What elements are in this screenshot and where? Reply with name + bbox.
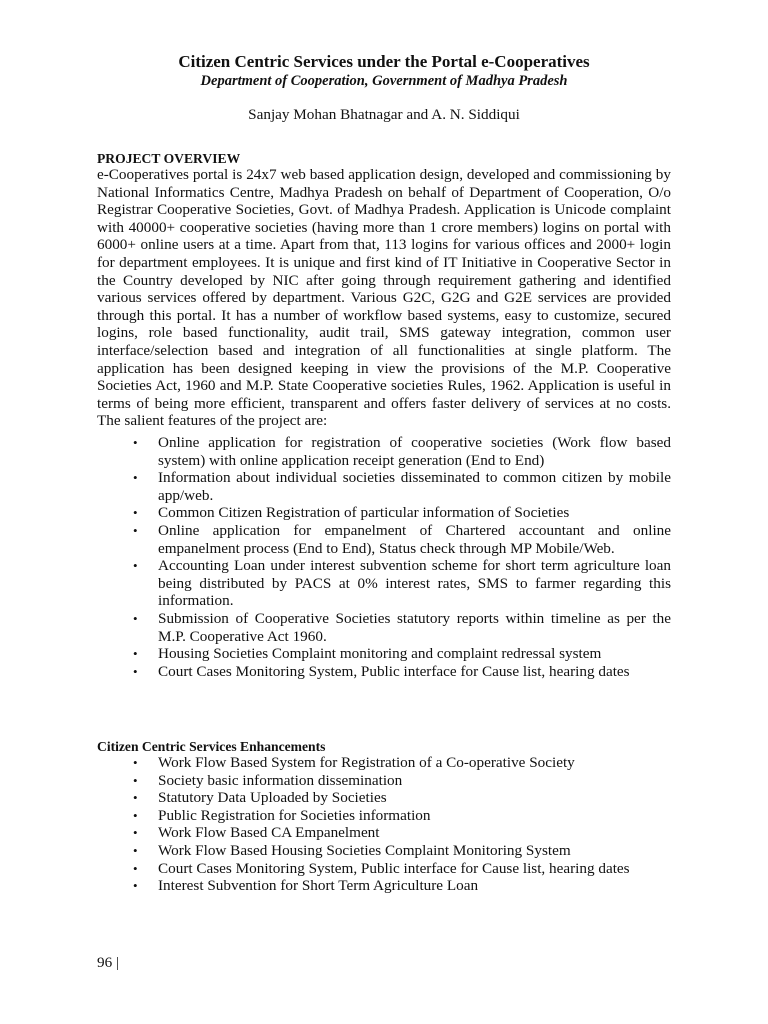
feature-text: Online application for empanelment of Chartered accountant and online empanelment process (End to End), Status check through MP Mobile/Web. <box>158 521 671 557</box>
bullet-icon: • <box>133 807 138 823</box>
document-subtitle: Department of Cooperation, Government of Madhya Pradesh <box>200 73 568 89</box>
bullet-icon: • <box>133 755 138 770</box>
feature-text: Accounting Loan under interest subvention scheme for short term agriculture loan being distributed by PACS at 0% interest rates, SMS to farmer regarding this information. <box>158 557 671 610</box>
enhancement-text: Work Flow Based Housing Societies Complaint Monitoring System <box>158 841 571 859</box>
bullet-icon: • <box>133 663 138 679</box>
bullet-icon: • <box>133 842 138 858</box>
feature-text: Online application for registration of cooperative societies (Work flow based system) with online application receipt generation (End to End) <box>158 434 671 469</box>
bullet-icon: • <box>133 610 138 626</box>
enhancement-text: Public Registration for Societies information <box>158 806 431 824</box>
feature-item <box>97 663 671 681</box>
authors-line: Sanjay Mohan Bhatnagar and A. N. Siddiqui <box>248 106 520 123</box>
feature-text: Information about individual societies disseminated to common citizen by mobile app/web. <box>158 469 671 504</box>
bullet-icon: • <box>133 522 138 538</box>
bullet-icon: • <box>133 646 138 662</box>
bullet-icon: • <box>133 435 138 450</box>
enhancement-item <box>97 772 671 790</box>
bullet-icon: • <box>133 470 138 486</box>
enhancements-heading: Citizen Centric Services Enhancements <box>97 739 326 754</box>
enhancement-item <box>97 877 671 895</box>
bullet-icon: • <box>133 825 138 841</box>
feature-text: Court Cases Monitoring System, Public interface for Cause list, hearing dates <box>158 662 630 680</box>
enhancement-text: Work Flow Based CA Empanelment <box>158 824 380 842</box>
enhancement-text: Work Flow Based System for Registration of a Co-operative Society <box>158 754 575 771</box>
enhancement-item <box>97 754 671 772</box>
features-list <box>97 434 671 680</box>
bullet-icon: • <box>133 558 138 574</box>
feature-item <box>97 610 671 645</box>
feature-item <box>97 557 671 610</box>
enhancement-text: Statutory Data Uploaded by Societies <box>158 789 387 807</box>
enhancement-item <box>97 789 671 807</box>
enhancement-text: Society basic information dissemination <box>158 771 403 789</box>
project-overview-heading: PROJECT OVERVIEW <box>97 151 241 166</box>
enhancement-item <box>97 824 671 842</box>
enhancement-text: Interest Subvention for Short Term Agriculture Loan <box>158 877 479 895</box>
enhancement-item <box>97 807 671 825</box>
bullet-icon: • <box>133 505 138 521</box>
feature-item <box>97 434 671 469</box>
feature-text: Common Citizen Registration of particular information of Societies <box>158 504 570 522</box>
document-title: Citizen Centric Services under the Portal e-Cooperatives <box>178 52 590 71</box>
project-overview-paragraph: e-Cooperatives portal is 24x7 web based application design, developed and commissioning by National Informatics Centre, Madhya Pradesh on behalf of Department of Cooperation, O/o Registrar Cooperative Societies, Govt. of Madhya Pradesh. Application is Unicode complaint with 40000+ cooperative societies (having more than 1 crore members) logins on portal with 6000+ online users at a time. Apart from that, 113 logins for various offices and 2000+ login for department employees. It is unique and first kind of IT Initiative in Cooperative Sector in the Country developed by NIC after going through requirement gathering and identified various services offered by department. Various G2C, G2G and G2E services are provided through this portal. It has a number of workflow based systems, easy to customize, secured logins, role based functionality, audit trail, SMS gateway integration, common user interface/selection based and integration of all functionalities at single platform. The application has been designed keeping in view the provisions of the M.P. Cooperative Societies Act, 1960 and M.P. State Cooperative societies Rules, 1962. Application is useful in terms of being more efficient, transparent and offers faster delivery of services at no costs. The salient features of the project are: <box>97 166 671 430</box>
feature-item <box>97 522 671 557</box>
bullet-icon: • <box>133 790 138 806</box>
enhancement-text: Court Cases Monitoring System, Public interface for Cause list, hearing dates <box>158 859 630 877</box>
bullet-icon: • <box>133 878 138 894</box>
enhancement-item <box>97 842 671 860</box>
page-number: 96 | <box>97 954 120 971</box>
bullet-icon: • <box>133 772 138 788</box>
feature-text: Submission of Cooperative Societies statutory reports within timeline as per the M.P. Cooperative Act 1960. <box>158 609 671 645</box>
feature-item <box>97 469 671 504</box>
feature-item <box>97 645 671 663</box>
enhancement-item <box>97 860 671 878</box>
feature-item <box>97 504 671 522</box>
bullet-icon: • <box>133 860 138 876</box>
feature-text: Housing Societies Complaint monitoring and complaint redressal system <box>158 645 602 663</box>
enhancements-list <box>97 754 671 895</box>
